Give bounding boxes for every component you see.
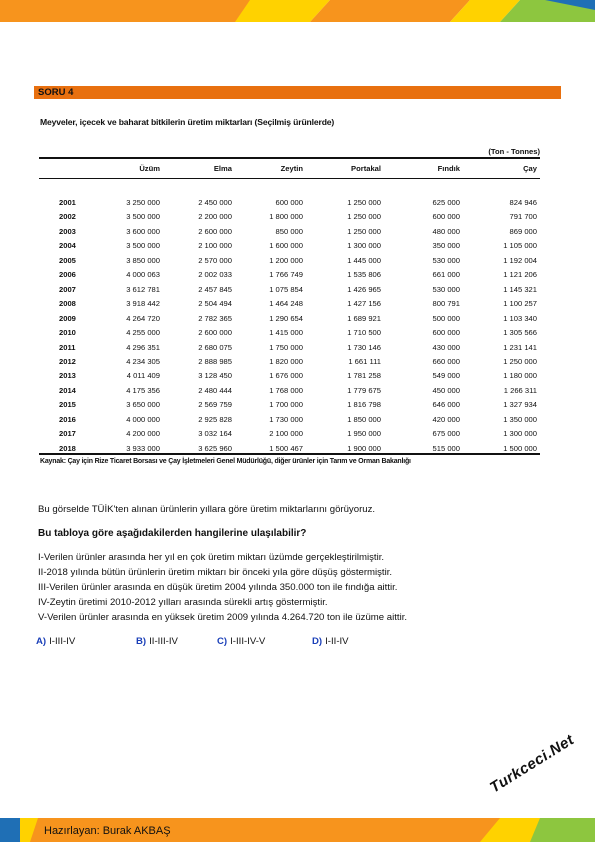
table-cell: 1 250 000 (347, 212, 381, 222)
table-cell: 1 820 000 (269, 356, 303, 366)
table-cell: 1 103 340 (503, 313, 537, 323)
option-b-text: II-III-IV (149, 636, 178, 647)
table-cell: 1 766 749 (269, 270, 303, 280)
table-cell: 420 000 (432, 414, 460, 424)
table-cell: 800 791 (432, 299, 460, 309)
table-cell: 4 234 305 (126, 356, 160, 366)
table-cell: 1 710 500 (347, 328, 381, 338)
table-cell: 646 000 (432, 400, 460, 410)
table-cell: 1 779 675 (347, 385, 381, 395)
table-cell: 1 768 000 (269, 385, 303, 395)
table-cell: 660 000 (432, 356, 460, 366)
table-cell: 3 600 000 (126, 226, 160, 236)
top-decorative-band (0, 0, 595, 22)
table-cell: 2 450 000 (198, 198, 232, 207)
row-year: 2011 (59, 342, 76, 352)
column-header-4: Portakal (351, 164, 381, 173)
table-bottom-rule (39, 453, 540, 455)
intro-text: Bu görselde TÜİK'ten alınan ürünlerin yıllara göre üretim miktarlarını görüyoruz. (38, 504, 376, 515)
table-cell: 3 500 000 (126, 212, 160, 222)
table-cell: 1 950 000 (347, 429, 381, 439)
table-cell: 1 231 141 (503, 342, 537, 352)
table-cell: 3 650 000 (126, 400, 160, 410)
table-cell: 1 730 146 (347, 342, 381, 352)
table-cell: 1 100 257 (503, 299, 537, 309)
column-header-1: Üzüm (139, 164, 160, 173)
table-cell: 2 002 033 (198, 270, 232, 280)
row-year: 2016 (59, 414, 76, 424)
row-year: 2018 (59, 443, 76, 453)
watermark-logo: Turkceci.Net (487, 731, 578, 797)
table-cell: 500 000 (432, 313, 460, 323)
column-header-2: Elma (213, 164, 232, 173)
column-header-3: Zeytin (280, 164, 303, 173)
table-cell: 2 569 759 (198, 400, 232, 410)
table-cell: 1 200 000 (269, 255, 303, 265)
table-header-rule (39, 178, 540, 179)
question-label: SORU 4 (38, 87, 74, 98)
table-cell: 2 600 000 (198, 328, 232, 338)
footer-author: Hazırlayan: Burak AKBAŞ (44, 825, 171, 837)
table-cell: 850 000 (275, 226, 303, 236)
option-d-letter: D) (312, 636, 323, 647)
table-cell: 1 535 806 (347, 270, 381, 280)
statement-5: V-Verilen ürünler arasında en yüksek üretim 2009 yılında 4.264.720 ton ile üzüme aittir. (38, 612, 408, 623)
table-cell: 1 250 000 (347, 198, 381, 207)
option-d[interactable] (312, 636, 349, 647)
table-cell: 3 032 164 (198, 429, 232, 439)
table-cell: 2 480 444 (198, 385, 232, 395)
table-cell: 4 011 409 (126, 371, 160, 381)
table-cell: 1 300 000 (503, 429, 537, 439)
row-year: 2013 (59, 371, 76, 381)
table-cell: 2 504 494 (198, 299, 232, 309)
row-year: 2002 (59, 212, 76, 222)
table-cell: 675 000 (432, 429, 460, 439)
table-cell: 4 296 351 (126, 342, 160, 352)
table-cell: 1 266 311 (503, 385, 537, 395)
statement-2: II-2018 yılında bütün ürünlerin üretim miktarı bir önceki yıla göre düşüş göstermiştir. (38, 567, 393, 578)
question-text: Bu tabloya göre aşağıdakilerden hangilerine ulaşılabilir? (38, 528, 307, 539)
row-year: 2005 (59, 255, 76, 265)
table-cell: 450 000 (432, 385, 460, 395)
option-c[interactable] (217, 636, 265, 647)
table-cell: 1 900 000 (347, 443, 381, 453)
question-label-bar (34, 86, 561, 99)
table-cell: 2 782 365 (198, 313, 232, 323)
table-cell: 1 427 156 (347, 299, 381, 309)
table-cell: 2 680 075 (198, 342, 232, 352)
row-year: 2003 (59, 226, 76, 236)
table-cell: 1 300 000 (347, 241, 381, 251)
table-cell: 1 464 248 (269, 299, 303, 309)
table-cell: 1 850 000 (347, 414, 381, 424)
option-d-text: I-II-IV (325, 636, 349, 647)
option-b[interactable] (136, 636, 178, 647)
table-cell: 1 121 206 (503, 270, 537, 280)
row-year: 2001 (59, 198, 76, 207)
table-cell: 1 250 000 (503, 356, 537, 366)
table-source: Kaynak: Çay için Rize Ticaret Borsası ve Çay İşletmeleri Genel Müdürlüğü, diğer ürünler için Tarım ve Orman Bakanlığı (40, 458, 411, 465)
row-year: 2010 (59, 328, 76, 338)
option-c-text: I-III-IV-V (230, 636, 266, 647)
option-a-text: I-III-IV (49, 636, 76, 647)
table-cell: 1 781 258 (347, 371, 381, 381)
table-cell: 1 415 000 (269, 328, 303, 338)
table-cell: 824 946 (509, 198, 537, 207)
statement-3: III-Verilen ürünler arasında en düşük üretim 2004 yılında 350.000 ton ile fındığa aittir. (38, 582, 398, 593)
table-cell: 1 661 111 (348, 356, 381, 366)
statement-1: I-Verilen ürünler arasında her yıl en çok üretim miktarı üzümde gerçekleştirilmiştir. (38, 552, 385, 563)
table-cell: 1 816 798 (347, 400, 381, 410)
table-cell: 1 327 934 (503, 400, 537, 410)
table-cell: 1 689 921 (347, 313, 381, 323)
table-cell: 2 200 000 (198, 212, 232, 222)
table-cell: 2 457 845 (198, 284, 232, 294)
table-cell: 1 305 566 (503, 328, 537, 338)
table-cell: 3 500 000 (126, 241, 160, 251)
table-cell: 1 730 000 (269, 414, 303, 424)
table-cell: 869 000 (509, 226, 537, 236)
table-cell: 4 175 356 (126, 385, 160, 395)
table-cell: 2 570 000 (198, 255, 232, 265)
table-cell: 1 445 000 (347, 255, 381, 265)
table-cell: 2 600 000 (198, 226, 232, 236)
table-cell: 2 888 985 (198, 356, 232, 366)
table-cell: 4 264 720 (126, 313, 160, 323)
row-year: 2008 (59, 299, 76, 309)
table-cell: 1 250 000 (347, 226, 381, 236)
table-cell: 1 600 000 (269, 241, 303, 251)
table-cell: 2 925 828 (198, 414, 232, 424)
table-cell: 4 200 000 (126, 429, 160, 439)
table-cell: 3 933 000 (126, 443, 160, 453)
table-cell: 3 250 000 (126, 198, 160, 207)
table-cell: 549 000 (432, 371, 460, 381)
table-title: Meyveler, içecek ve baharat bitkilerin üretim miktarları (Seçilmiş ürünlerde) (40, 117, 335, 127)
option-a-letter: A) (36, 636, 47, 647)
table-cell: 4 255 000 (126, 328, 160, 338)
table-cell: 600 000 (432, 328, 460, 338)
table-cell: 430 000 (432, 342, 460, 352)
column-header-6: Çay (523, 164, 537, 173)
table-cell: 4 000 063 (126, 270, 160, 280)
row-year: 2007 (59, 284, 76, 294)
option-a[interactable] (36, 636, 75, 647)
table-cell: 1 290 654 (269, 313, 303, 323)
table-cell: 2 100 000 (269, 429, 303, 439)
table-cell: 625 000 (432, 198, 460, 207)
table-cell: 3 625 960 (198, 443, 232, 453)
table-cell: 1 750 000 (269, 342, 303, 352)
table-cell: 1 700 000 (269, 400, 303, 410)
table-cell: 530 000 (432, 255, 460, 265)
column-header-5: Fındık (437, 164, 460, 173)
row-year: 2006 (59, 270, 76, 280)
table-cell: 1 500 000 (503, 443, 537, 453)
table-cell: 480 000 (432, 226, 460, 236)
row-year: 2017 (59, 429, 76, 439)
row-year: 2015 (59, 400, 76, 410)
row-year: 2009 (59, 313, 76, 323)
table-cell: 600 000 (432, 212, 460, 222)
table-cell: 1 105 000 (503, 241, 537, 251)
table-cell: 1 800 000 (269, 212, 303, 222)
row-year: 2004 (59, 241, 76, 251)
row-year: 2012 (59, 356, 76, 366)
table-cell: 1 426 965 (347, 284, 381, 294)
table-cell: 1 180 000 (503, 371, 537, 381)
table-cell: 600 000 (275, 198, 303, 207)
table-cell: 350 000 (432, 241, 460, 251)
table-cell: 1 145 321 (503, 284, 537, 294)
table-cell: 4 000 000 (126, 414, 160, 424)
table-cell: 1 192 004 (503, 255, 537, 265)
table-cell: 515 000 (432, 443, 460, 453)
table-cell: 3 918 442 (126, 299, 160, 309)
table-top-rule (39, 157, 540, 159)
table-cell: 3 850 000 (126, 255, 160, 265)
table-cell: 661 000 (432, 270, 460, 280)
table-cell: 3 128 450 (198, 371, 232, 381)
table-cell: 1 350 000 (503, 414, 537, 424)
table-cell: 3 612 781 (126, 284, 160, 294)
option-b-letter: B) (136, 636, 147, 647)
statement-4: IV-Zeytin üretimi 2010-2012 yılları arasında sürekli artış göstermiştir. (38, 597, 328, 608)
table-cell: 530 000 (432, 284, 460, 294)
table-cell: 1 075 854 (269, 284, 303, 294)
row-year: 2014 (59, 385, 76, 395)
table-unit: (Ton - Tonnes) (488, 147, 540, 156)
option-c-letter: C) (217, 636, 228, 647)
table-cell: 1 676 000 (269, 371, 303, 381)
table-cell: 2 100 000 (198, 241, 232, 251)
table-cell: 791 700 (509, 212, 537, 222)
table-cell: 1 500 467 (269, 443, 303, 453)
